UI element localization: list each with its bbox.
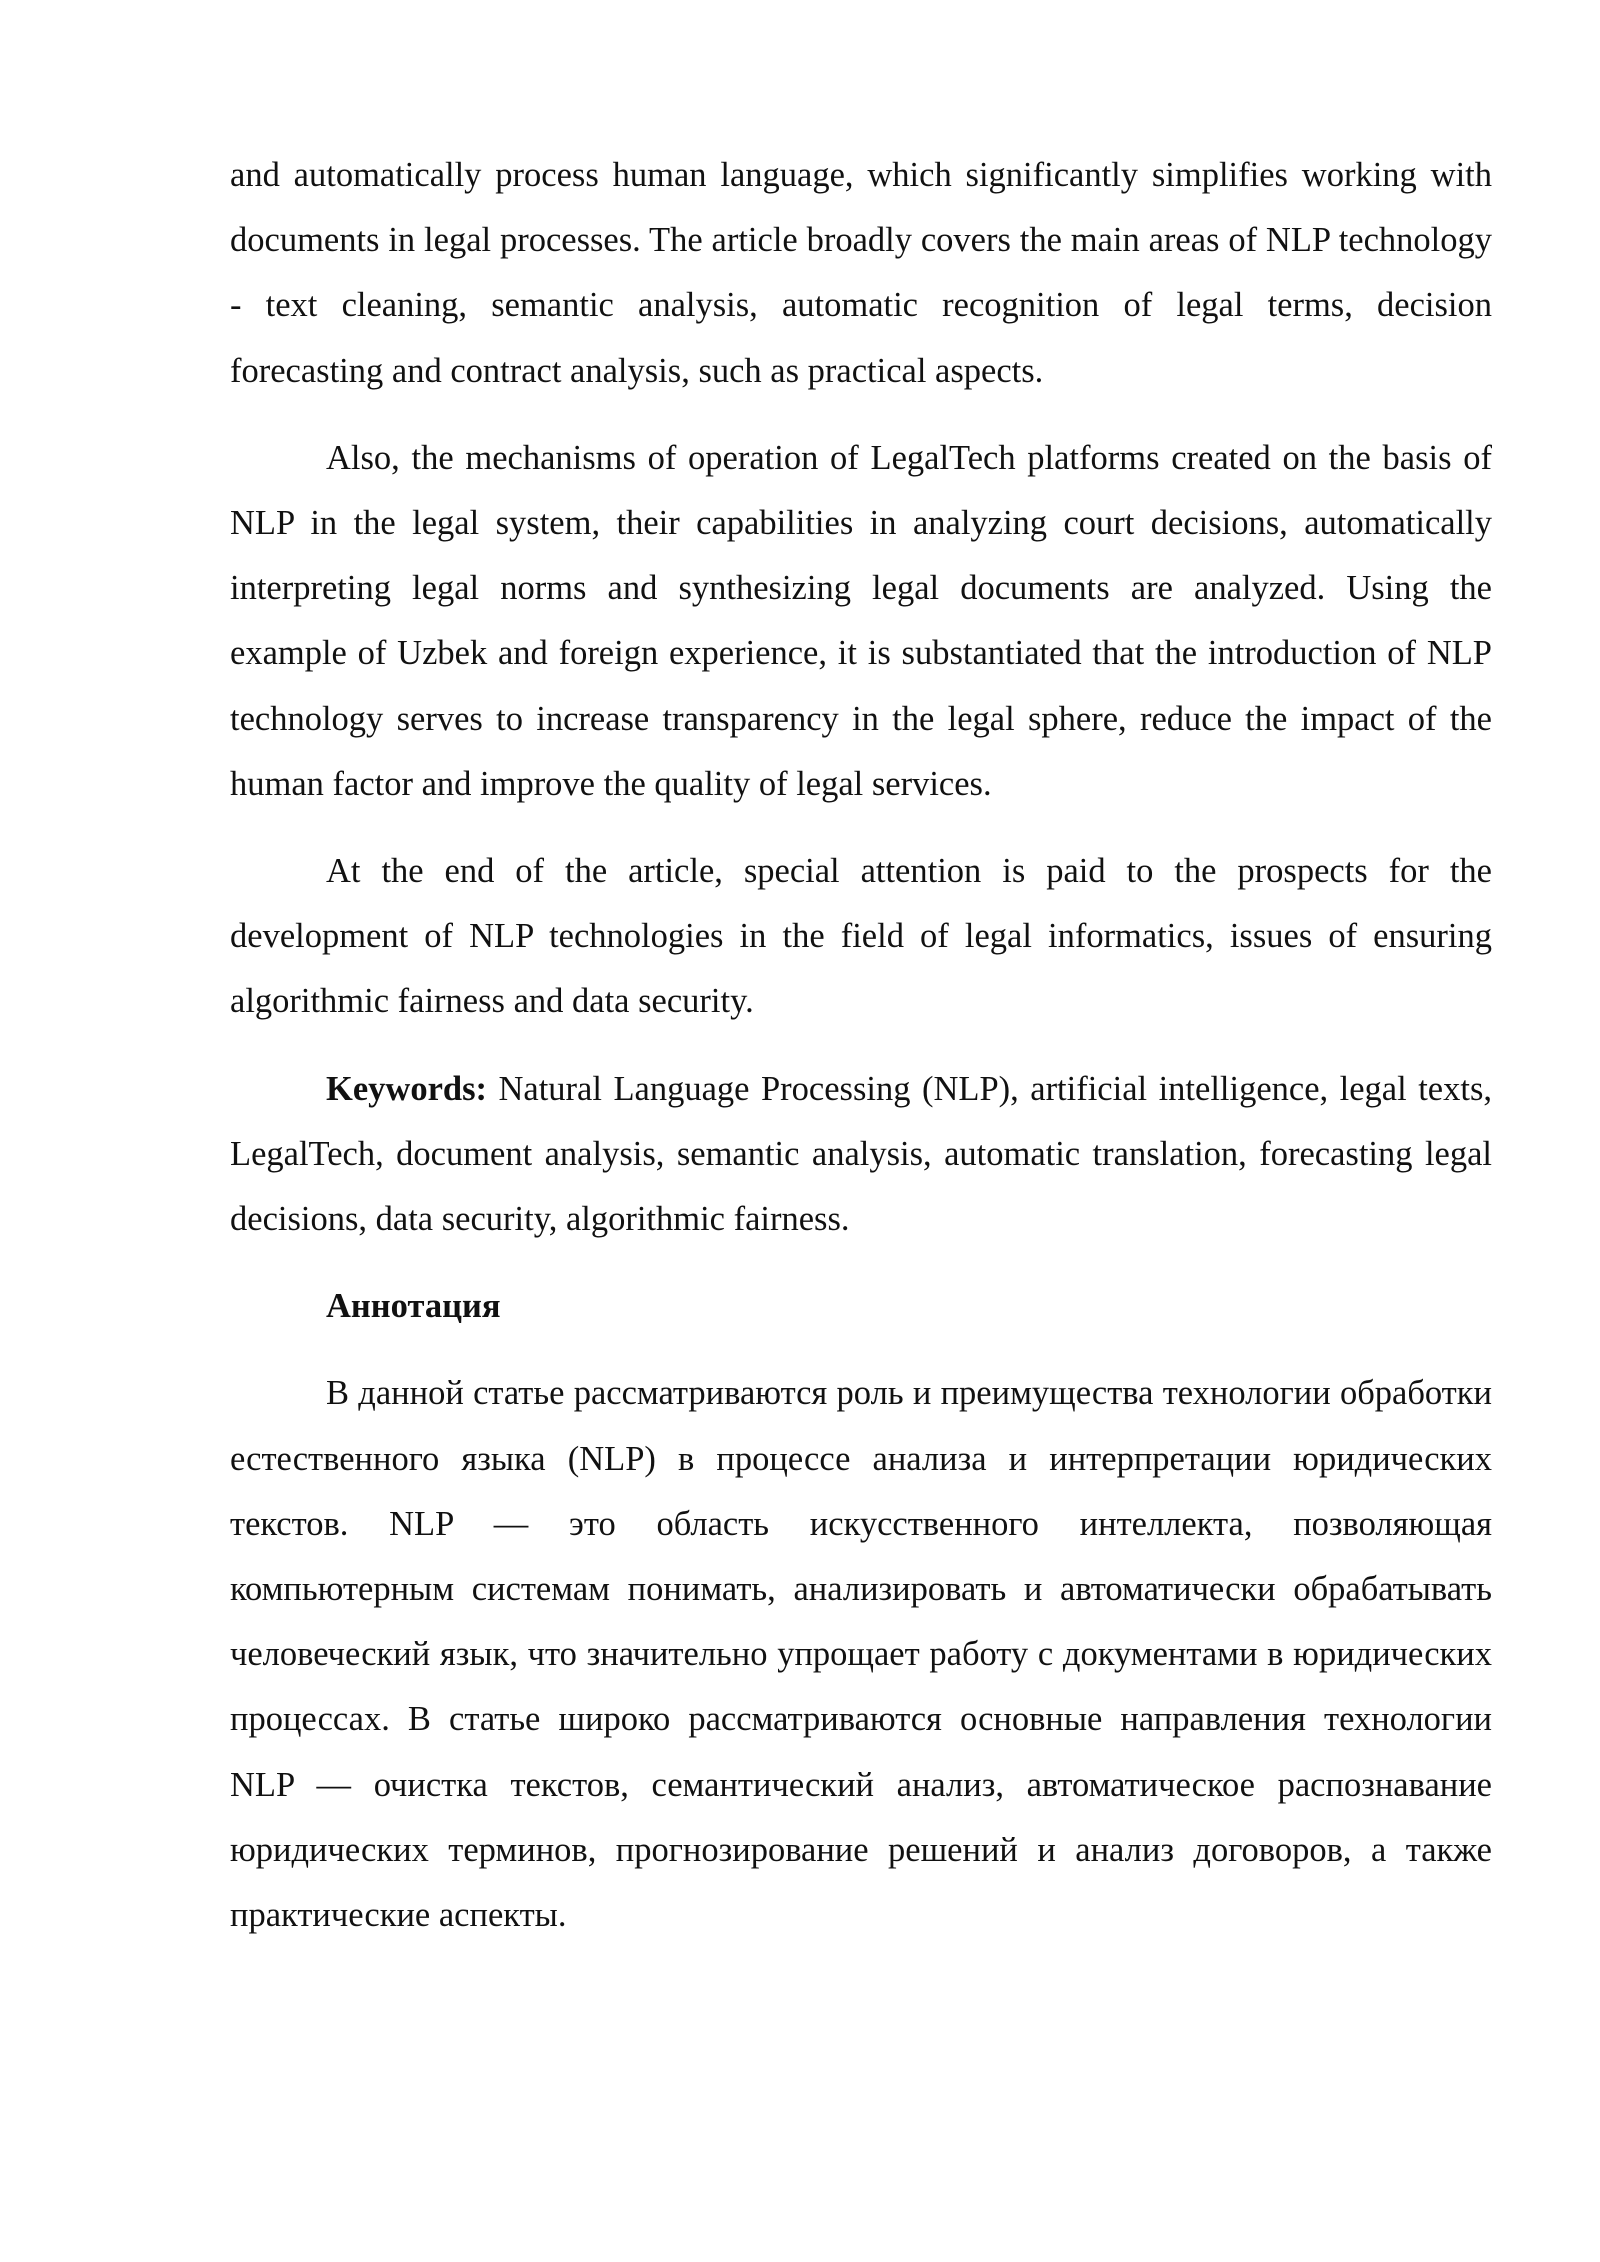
- paragraph-conclusion: At the end of the article, special attention is paid to the prospects for the development of NLP technologies in the field of legal informatics, issues of ensuring algorithmic fairness and data security.: [230, 852, 1492, 1021]
- keywords-label: Keywords:: [326, 1069, 487, 1108]
- annotation-paragraph: В данной статье рассматриваются роль и преимущества технологии обработки естественного языка (NLP) в процессе анализа и интерпретации юридических текстов. NLP — это область искусственного интеллекта, позволяющая компьютерным системам понимать, анализировать и автоматически обрабатывать человеческий язык, что значительно упрощает работу с документами в юридических процессах. В статье широко рассматриваются основные направления технологии NLP — очистка текстов, семантический анализ, автоматическое распознавание юридических терминов, прогнозирование решений и анализ договоров, а также практические аспекты.: [230, 1374, 1492, 1935]
- keywords-paragraph: [230, 1057, 1492, 1253]
- annotation-heading: Аннотация: [326, 1287, 501, 1326]
- keywords-text: Natural Language Processing (NLP), artificial intelligence, legal texts, LegalTech, document analysis, semantic analysis, automatic translation, forecasting legal decisions, data security, algorithmic fairness.: [230, 1069, 1492, 1239]
- paragraph-continuation: and automatically process human language, which significantly simplifies working with documents in legal processes. The article broadly covers the main areas of NLP technology - text cleaning, semantic analysis, automatic recognition of legal terms, decision forecasting and contract analysis, such as practical aspects.: [230, 156, 1492, 390]
- paragraph-mechanisms: Also, the mechanisms of operation of LegalTech platforms created on the basis of NLP in the legal system, their capabilities in analyzing court decisions, automatically interpreting legal norms and synthesizing legal documents are analyzed. Using the example of Uzbek and foreign experience, it is substantiated that the introduction of NLP technology serves to increase transparency in the legal sphere, reduce the impact of the human factor and improve the quality of legal services.: [230, 438, 1492, 803]
